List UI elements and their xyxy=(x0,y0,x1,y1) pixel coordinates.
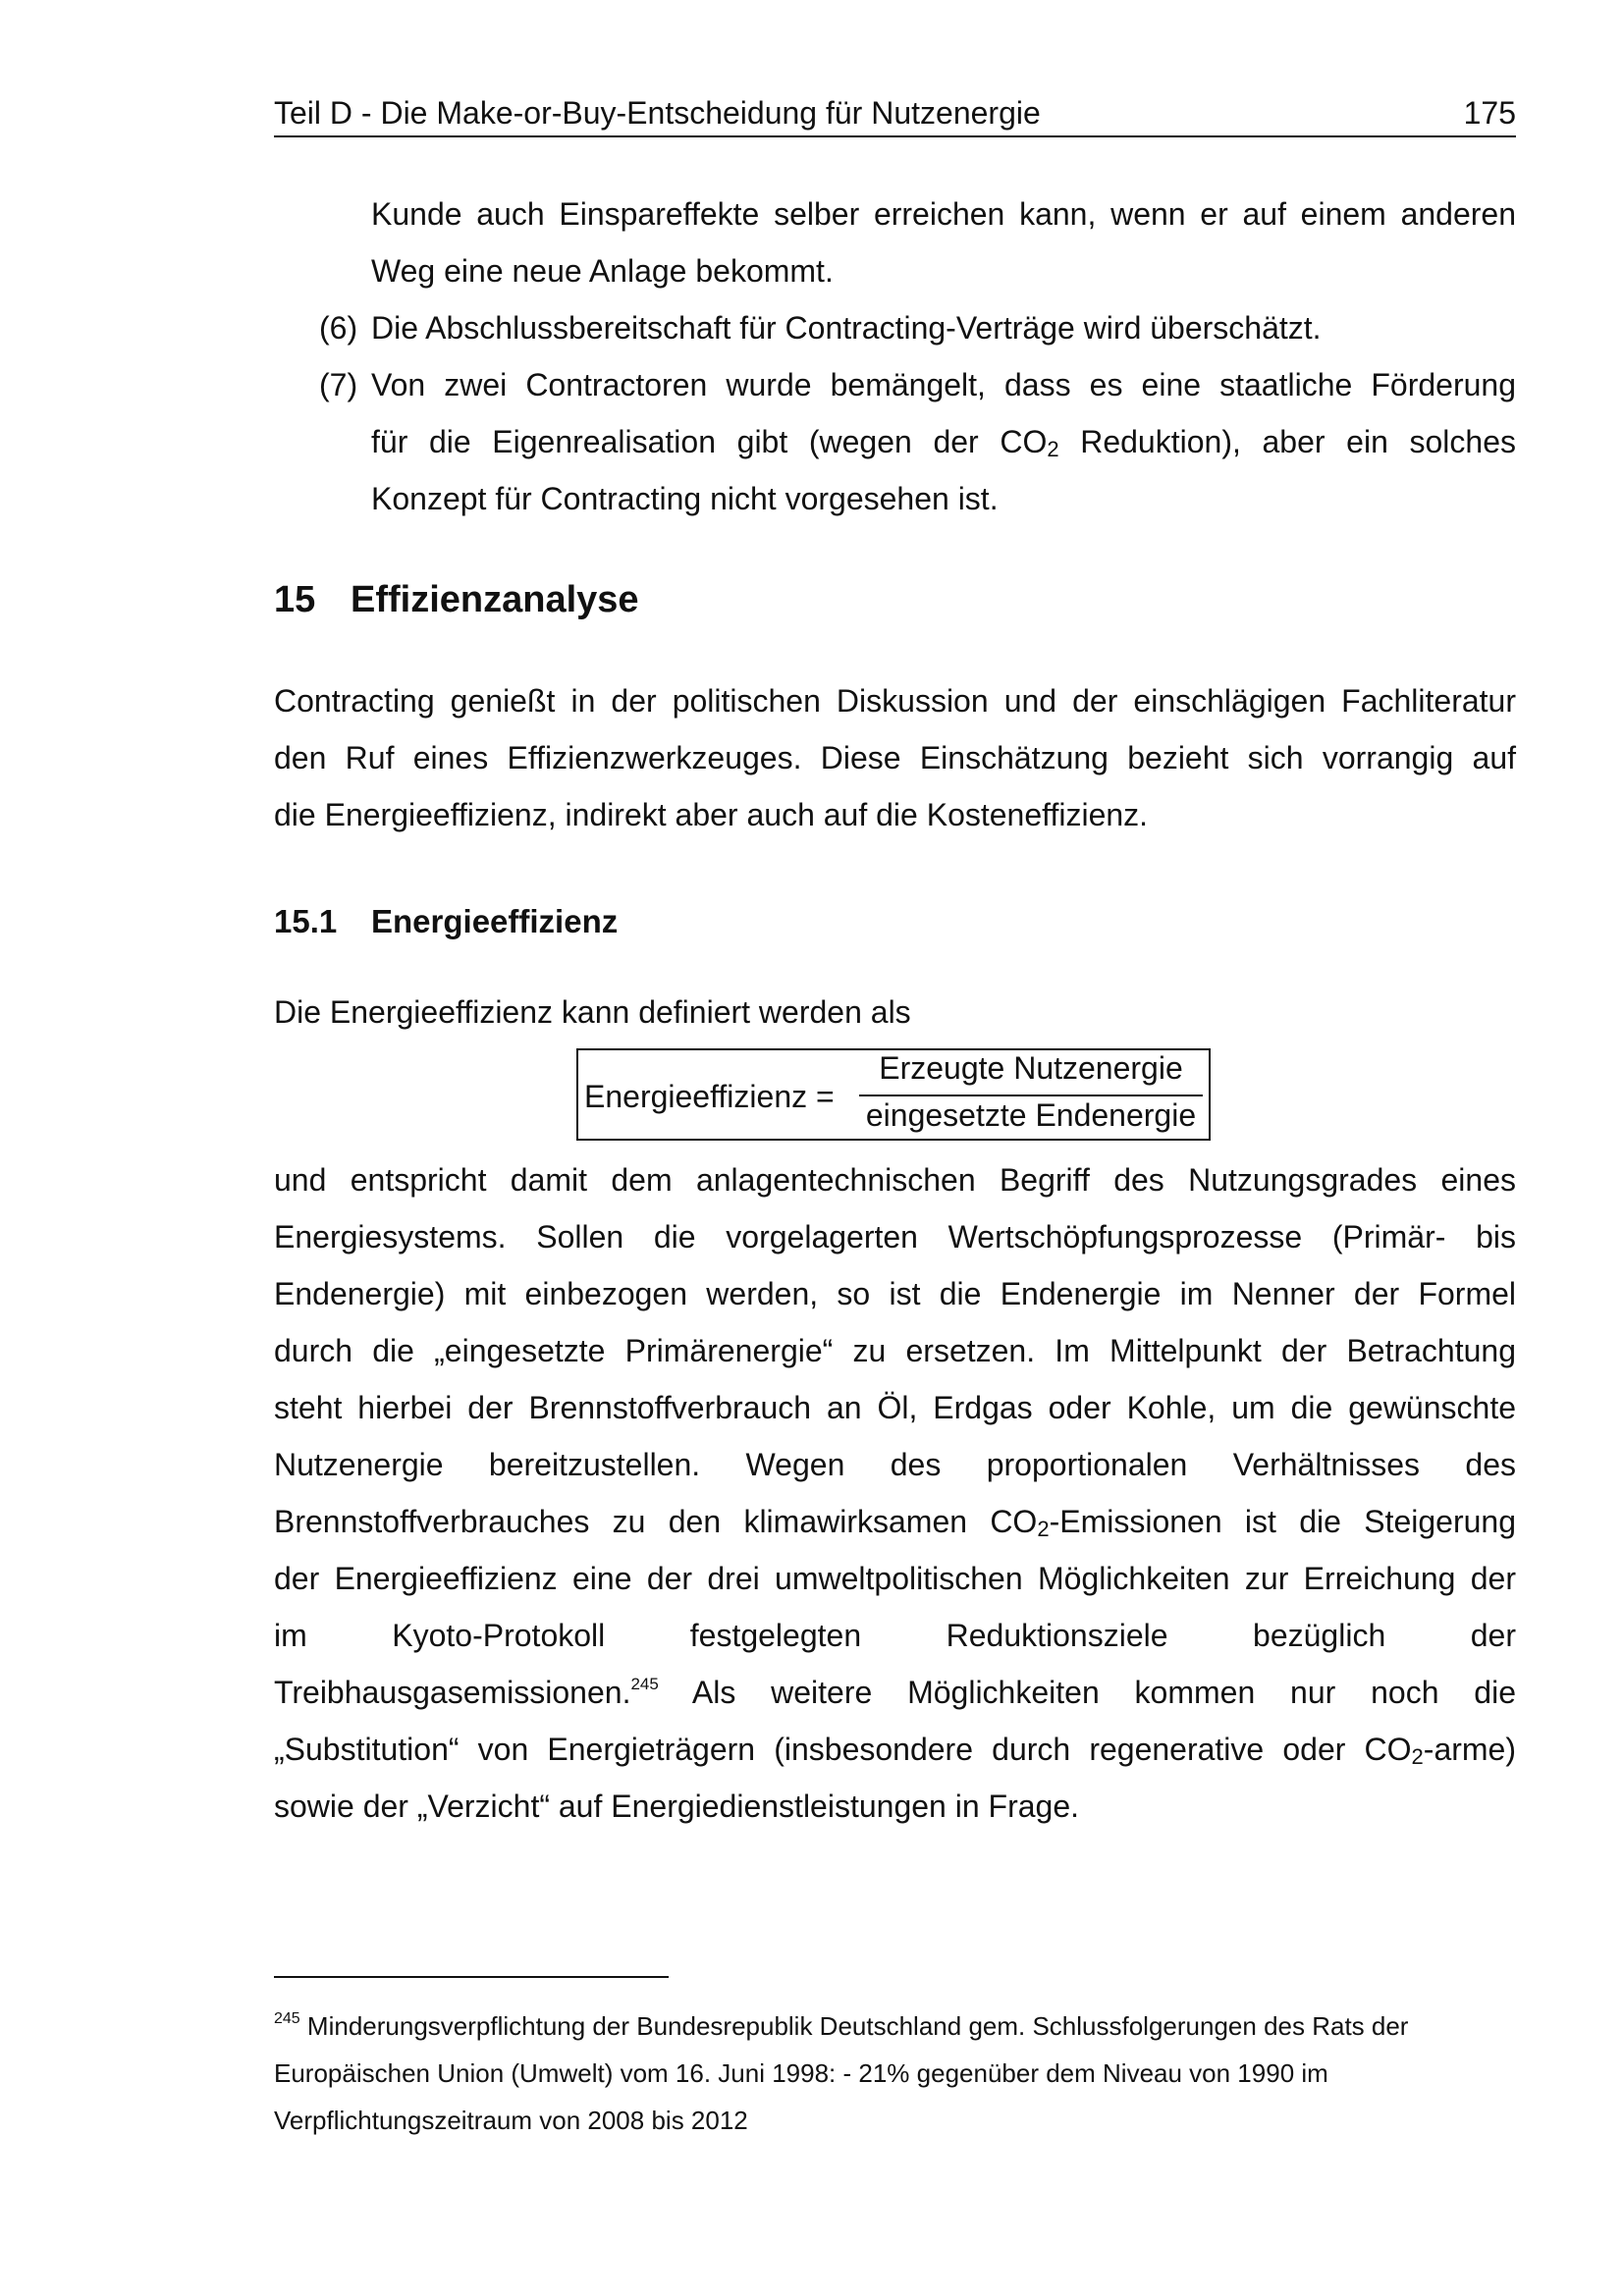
text-run: Treibhausgasemissionen. xyxy=(274,1675,631,1710)
paragraph-line: im Kyoto-Protokoll festgelegten Reduktionsziele bezüglich der xyxy=(274,1618,1516,1653)
text-run: Minderungsverpflichtung der Bundesrepublik Deutschland gem. Schlussfolgerungen des Rats der xyxy=(299,2011,1409,2041)
subsection-heading-15-1 xyxy=(274,903,618,940)
text-run: Brennstoffverbrauches zu den klimawirksamen CO xyxy=(274,1504,1038,1539)
paragraph-line xyxy=(274,1721,1516,1778)
list-number: (6) xyxy=(319,310,358,346)
subsection-number: 15.1 xyxy=(274,903,338,939)
text-run: für die Eigenrealisation gibt (wegen der CO xyxy=(371,424,1048,459)
paragraph-line xyxy=(274,1664,1516,1721)
subsection-title: Energieeffizienz xyxy=(371,903,619,939)
subscript: 2 xyxy=(1411,1744,1424,1769)
footnote-line-3: Verpflichtungszeitraum von 2008 bis 2012 xyxy=(274,2106,748,2135)
list-text: Die Abschlussbereitschaft für Contracting-Verträge wird überschätzt. xyxy=(371,310,1322,346)
list-number: (7) xyxy=(319,367,358,402)
paragraph-line: und entspricht damit dem anlagentechnischen Begriff des Nutzungsgrades eines xyxy=(274,1162,1516,1198)
formula-denominator: eingesetzte Endenergie xyxy=(865,1097,1197,1133)
continuation-line-2: Weg eine neue Anlage bekommt. xyxy=(371,253,834,289)
formula-numerator: Erzeugte Nutzenergie xyxy=(879,1050,1183,1086)
running-header xyxy=(274,94,1516,137)
header-title: Teil D - Die Make-or-Buy-Entscheidung für Nutzenergie xyxy=(274,95,1041,131)
efficiency-formula-box xyxy=(576,1048,1211,1141)
paragraph-line: Nutzenergie bereitzustellen. Wegen des proportionalen Verhältnisses des xyxy=(274,1447,1516,1482)
subscript: 2 xyxy=(1037,1517,1050,1541)
formula-lhs: Energieeffizienz = xyxy=(584,1079,835,1114)
paragraph-line: Endenergie) mit einbezogen werden, so ist die Endenergie im Nenner der Formel xyxy=(274,1276,1516,1311)
paragraph-line: den Ruf eines Effizienzwerkzeuges. Diese Einschätzung bezieht sich vorrangig auf xyxy=(274,740,1516,775)
section-title: Effizienzanalyse xyxy=(351,579,639,620)
formula-lead: Die Energieeffizienz kann definiert werden als xyxy=(274,994,911,1030)
paragraph-line: die Energieeffizienz, indirekt aber auch auf die Kosteneffizienz. xyxy=(274,797,1149,832)
footnote-245 xyxy=(274,2002,1516,2144)
footnote-separator xyxy=(274,1976,669,1978)
subscript: 2 xyxy=(1047,437,1059,461)
list-text-line-2 xyxy=(371,413,1516,470)
text-run: „Substitution“ von Energieträgern (insbesondere durch regenerative oder CO xyxy=(274,1732,1412,1767)
text-run: -Emissionen ist die Steigerung xyxy=(1049,1504,1517,1539)
paragraph-line: Energiesystems. Sollen die vorgelagerten Wertschöpfungsprozesse (Primär- bis xyxy=(274,1219,1516,1255)
footnote-line-2: Europäischen Union (Umwelt) vom 16. Juni 1998: - 21% gegenüber dem Niveau von 1990 im xyxy=(274,2058,1328,2088)
footnote-reference[interactable]: 245 xyxy=(630,1675,659,1693)
footnote-marker: 245 xyxy=(274,2010,300,2027)
list-text-line-3: Konzept für Contracting nicht vorgesehen ist. xyxy=(371,481,999,516)
text-run: -arme) xyxy=(1423,1732,1516,1767)
paragraph-line xyxy=(274,1493,1516,1550)
list-text-line-1: Von zwei Contractoren wurde bemängelt, dass es eine staatliche Förderung xyxy=(371,367,1516,402)
paragraph-line: durch die „eingesetzte Primärenergie“ zu ersetzen. Im Mittelpunkt der Betrachtung xyxy=(274,1333,1516,1368)
text-run: Reduktion), aber ein solches xyxy=(1058,424,1517,459)
continuation-line-1: Kunde auch Einspareffekte selber erreichen kann, wenn er auf einem anderen xyxy=(371,196,1516,232)
page-number: 175 xyxy=(1463,95,1516,131)
section-number: 15 xyxy=(274,579,316,620)
paragraph-line: sowie der „Verzicht“ auf Energiedienstleistungen in Frage. xyxy=(274,1789,1079,1824)
paragraph-line: Contracting genießt in der politischen Diskussion und der einschlägigen Fachliteratur xyxy=(274,683,1516,719)
paragraph-line: der Energieeffizienz eine der drei umweltpolitischen Möglichkeiten zur Erreichung der xyxy=(274,1561,1516,1596)
paragraph-line: steht hierbei der Brennstoffverbrauch an Öl, Erdgas oder Kohle, um die gewünschte xyxy=(274,1390,1516,1425)
section-heading-15 xyxy=(274,579,639,621)
footnote-line-1 xyxy=(274,2002,1516,2050)
text-run: Als weitere Möglichkeiten kommen nur noch die xyxy=(658,1675,1516,1710)
fraction-bar xyxy=(859,1095,1203,1096)
